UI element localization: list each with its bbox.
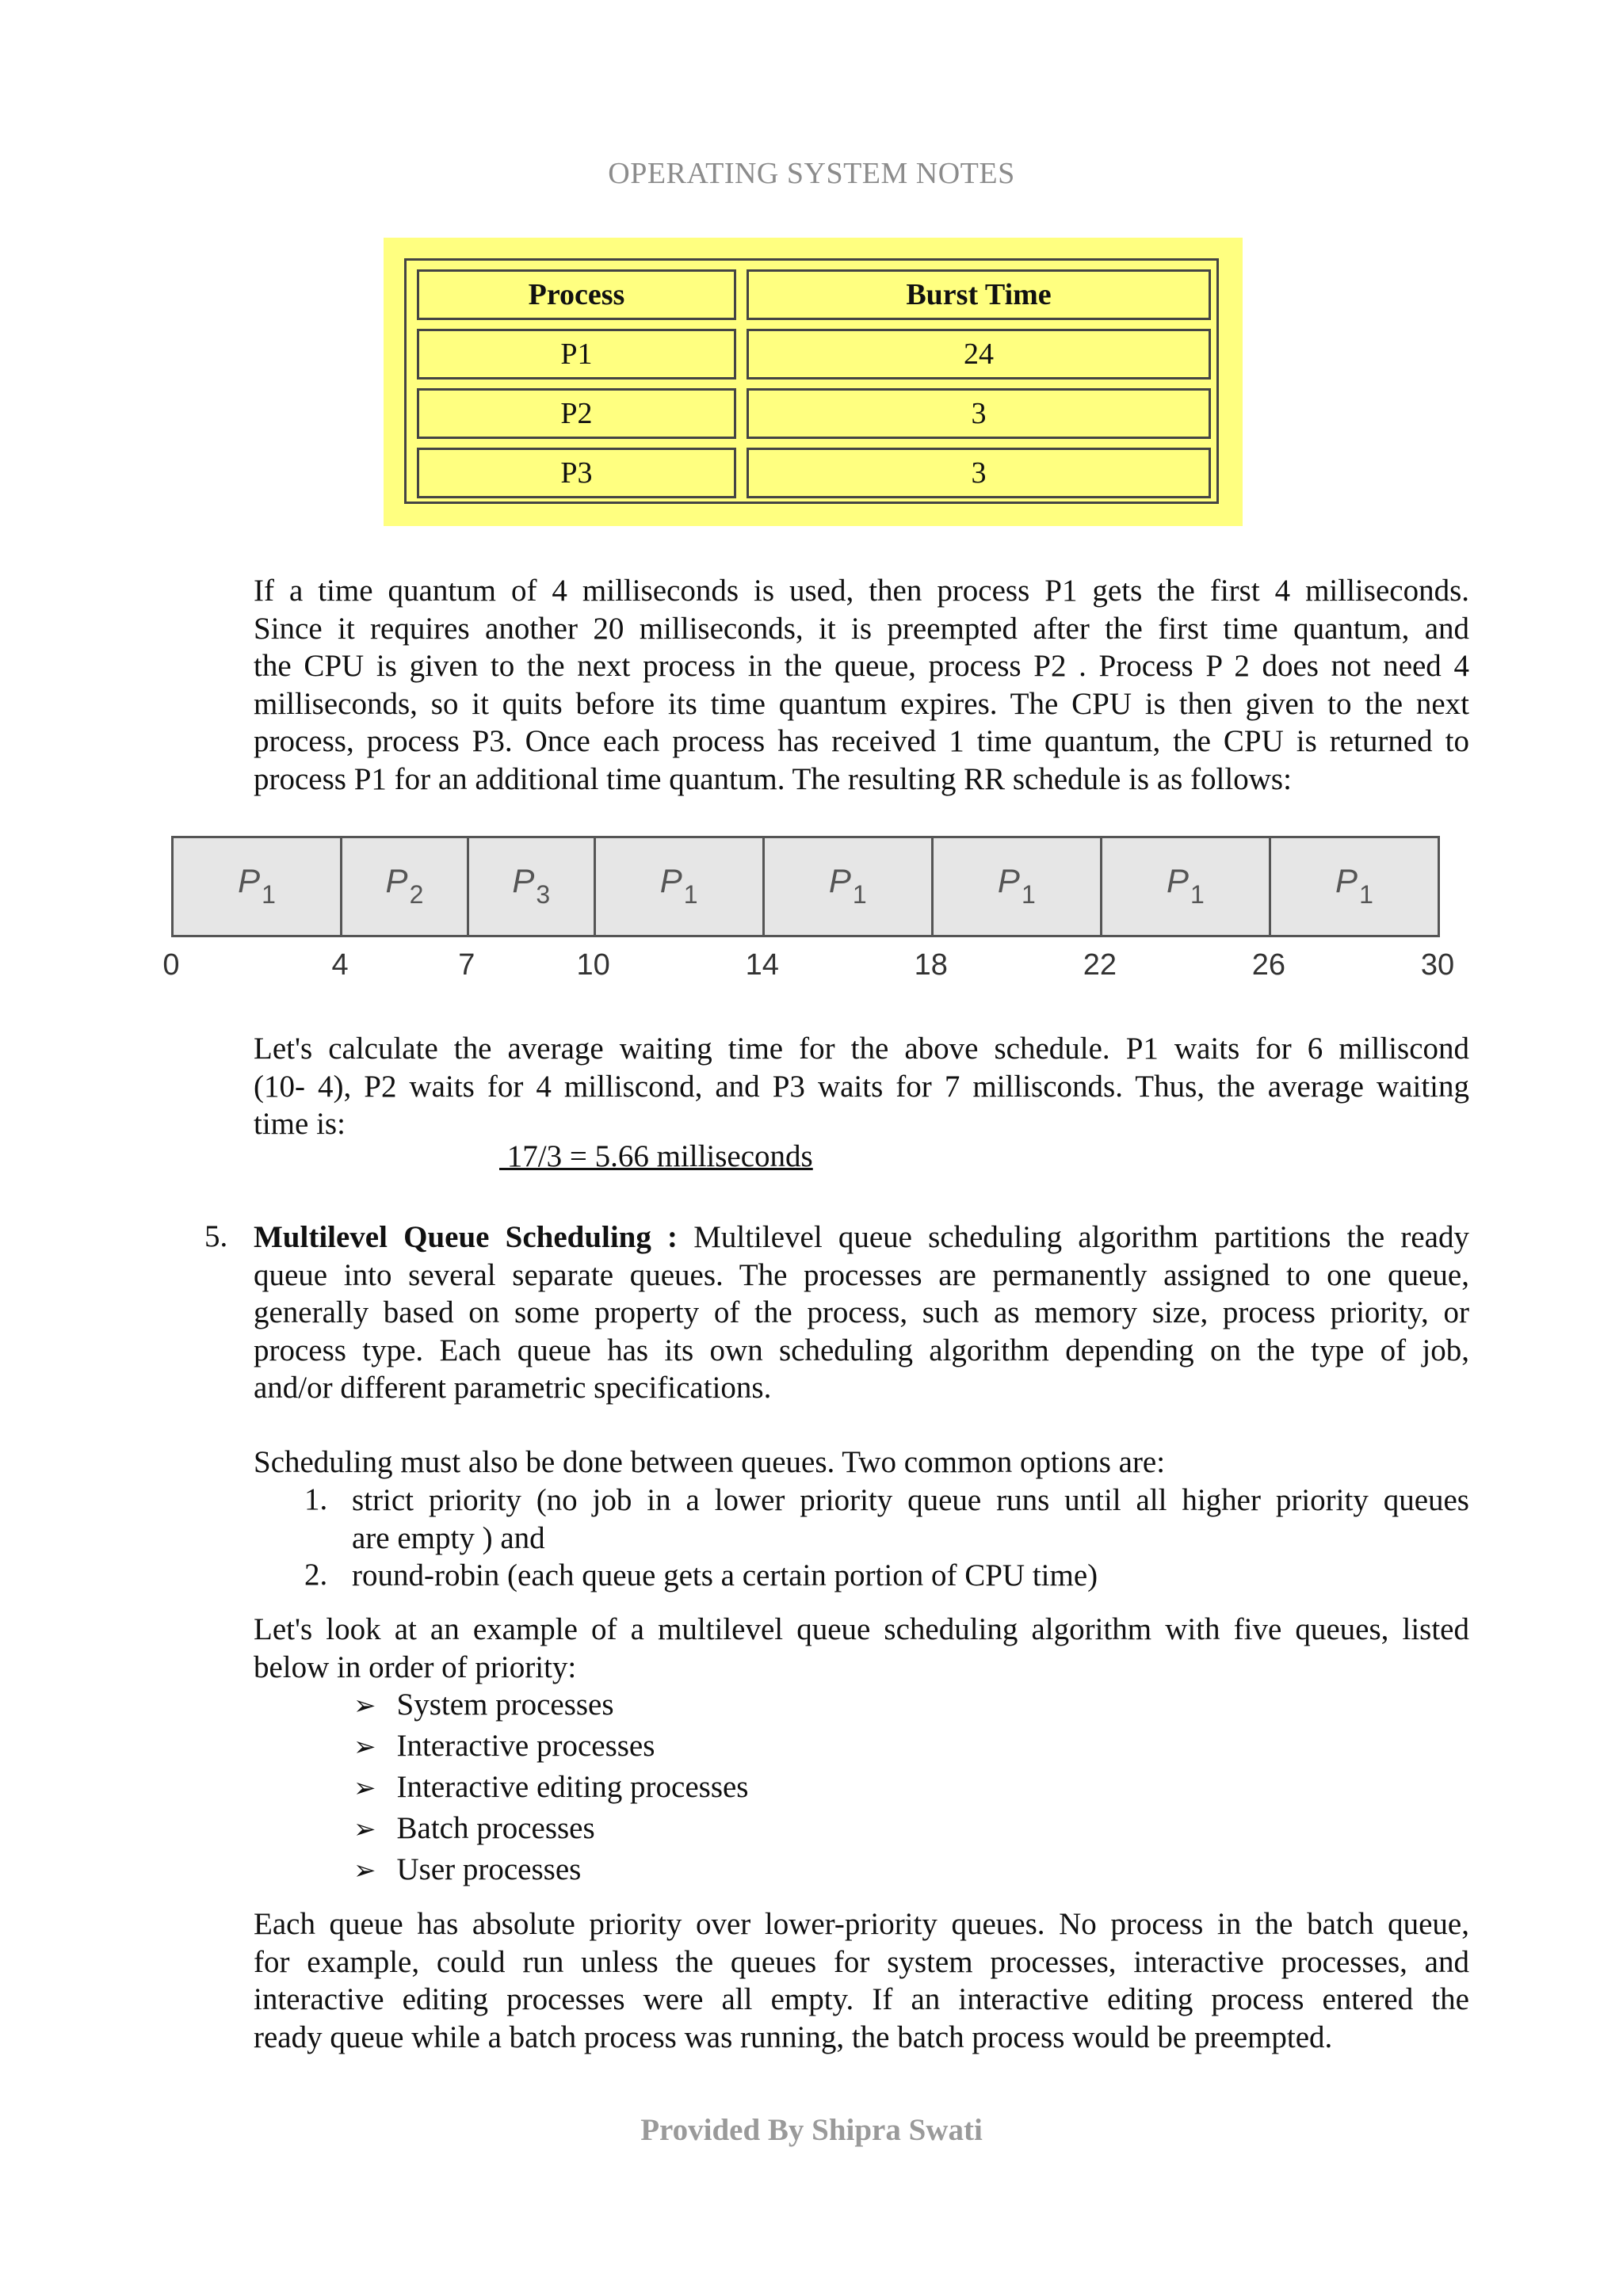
- list-item-text: System processes: [396, 1688, 614, 1722]
- table-cell-burst: 3: [747, 388, 1211, 439]
- option-text: [352, 1557, 1469, 1595]
- gantt-tick-label: 4: [331, 948, 349, 982]
- process-subscript: 2: [409, 880, 424, 909]
- option-number: 1.: [304, 1482, 328, 1516]
- process-letter: P: [659, 862, 682, 899]
- gantt-block: [931, 836, 1102, 937]
- text-line: [254, 1219, 1469, 1257]
- gantt-block-label: [1102, 862, 1269, 909]
- text-line: Scheduling must also be done between queues. Two common options are:: [254, 1445, 1166, 1479]
- gantt-tick-label: 7: [458, 948, 475, 982]
- arrowhead-bullet-icon: ➢: [353, 1855, 376, 1886]
- section5-paragraph: [254, 1219, 1469, 1407]
- process-subscript: 3: [536, 880, 551, 909]
- arrowhead-bullet-icon: ➢: [353, 1690, 376, 1722]
- text-line: Since it requires another 20 milliseconds, it is preempted after the first time quantum, and: [254, 611, 1469, 646]
- scheduling-intro: [254, 1444, 1469, 1482]
- process-letter: P: [238, 862, 261, 899]
- process-letter: P: [828, 862, 851, 899]
- arrowhead-bullet-icon: ➢: [353, 1772, 376, 1804]
- process-letter: P: [1335, 862, 1358, 899]
- text-line: interactive editing processes were all empty. If an interactive editing process entered the: [254, 1982, 1469, 2016]
- gantt-block-label: [934, 862, 1100, 909]
- option-text: [352, 1482, 1469, 1557]
- page-header: OPERATING SYSTEM NOTES: [608, 157, 1015, 190]
- gantt-tick-label: 30: [1420, 948, 1455, 982]
- gantt-block: [1100, 836, 1271, 937]
- table-cell-burst: 24: [747, 329, 1211, 379]
- text-line: Each queue has absolute priority over lower-priority queues. No process in the batch queue,: [254, 1907, 1469, 1941]
- gantt-block-label: [469, 862, 594, 909]
- gantt-tick-label: 26: [1251, 948, 1286, 982]
- gantt-block: [1269, 836, 1440, 937]
- text-line: Let's look at an example of a multilevel queue scheduling algorithm with five queues, listed: [254, 1612, 1469, 1646]
- gantt-block: [762, 836, 934, 937]
- table-cell-burst: 3: [747, 448, 1211, 498]
- text-line: process type. Each queue has its own scheduling algorithm depending on the type of job,: [254, 1333, 1469, 1367]
- section-title: Multilevel Queue Scheduling :: [254, 1220, 678, 1254]
- text-line: for example, could run unless the queues for system processes, interactive processes, and: [254, 1944, 1469, 1979]
- text-fragment: Multilevel queue scheduling algorithm partitions the ready: [678, 1220, 1469, 1254]
- gantt-block-label: [174, 862, 340, 909]
- gantt-block: [594, 836, 765, 937]
- gantt-tick-label: 10: [576, 948, 610, 982]
- gantt-tick-label: 0: [162, 948, 180, 982]
- text-line: round-robin (each queue gets a certain portion of CPU time): [352, 1558, 1098, 1592]
- text-line: If a time quantum of 4 milliseconds is used, then process P1 gets the first 4 milliseconds.: [254, 574, 1469, 608]
- arrowhead-bullet-icon: ➢: [353, 1814, 376, 1845]
- text-line: the CPU is given to the next process in the queue, process P2 . Process P 2 does not need 4: [254, 649, 1469, 683]
- process-subscript: 1: [1190, 880, 1205, 909]
- table-header-burst-time: Burst Time: [747, 269, 1211, 320]
- text-line: strict priority (no job in a lower priority queue runs until all higher priority queues: [352, 1483, 1469, 1517]
- process-subscript: 1: [262, 880, 276, 909]
- rr-paragraph: [254, 572, 1469, 798]
- gantt-block-label: [765, 862, 931, 909]
- gantt-block: [340, 836, 469, 937]
- text-line: queue into several separate queues. The processes are permanently assigned to one queue,: [254, 1257, 1469, 1292]
- gantt-tick-label: 22: [1083, 948, 1117, 982]
- list-item: [353, 1687, 614, 1722]
- gantt-tick-label: 18: [914, 948, 948, 982]
- text-line: and/or different parametric specifications.: [254, 1371, 772, 1405]
- list-item: [353, 1810, 595, 1846]
- waiting-time-paragraph: [254, 1030, 1469, 1143]
- text-line: (10- 4), P2 waits for 4 milliscond, and P3 waits for 7 millisconds. Thus, the average waiting: [254, 1069, 1469, 1104]
- process-subscript: 1: [683, 880, 698, 909]
- text-line: below in order of priority:: [254, 1650, 577, 1684]
- gantt-block-label: [1271, 862, 1438, 909]
- page-footer: Provided By Shipra Swati: [640, 2113, 983, 2147]
- list-item: [353, 1769, 749, 1805]
- list-item-text: User processes: [396, 1852, 582, 1886]
- arrowhead-bullet-icon: ➢: [353, 1731, 376, 1763]
- process-letter: P: [512, 862, 535, 899]
- process-letter: P: [1166, 862, 1189, 899]
- average-waiting-time: 17/3 = 5.66 milliseconds: [499, 1139, 813, 1173]
- table-cell-process: P2: [417, 388, 736, 439]
- section-number: 5.: [204, 1219, 228, 1253]
- process-letter: P: [385, 862, 408, 899]
- gantt-block-label: [596, 862, 762, 909]
- text-line: time is:: [254, 1107, 346, 1141]
- list-item-text: Batch processes: [396, 1811, 595, 1845]
- process-subscript: 1: [852, 880, 867, 909]
- process-subscript: 1: [1021, 880, 1036, 909]
- process-letter: P: [997, 862, 1020, 899]
- gantt-block: [171, 836, 342, 937]
- text-line: ready queue while a batch process was running, the batch process would be preempted.: [254, 2019, 1333, 2054]
- table-header-process: Process: [417, 269, 736, 320]
- table-cell-process: P3: [417, 448, 736, 498]
- text-line: are empty ) and: [352, 1520, 545, 1555]
- text-line: process P1 for an additional time quantum. The resulting RR schedule is as follows:: [254, 761, 1292, 796]
- gantt-block-label: [342, 862, 467, 909]
- list-item: [353, 1728, 655, 1764]
- text-line: Let's calculate the average waiting time for the above schedule. P1 waits for 6 milliscond: [254, 1032, 1469, 1066]
- list-item-text: Interactive editing processes: [396, 1770, 749, 1804]
- text-line: milliseconds, so it quits before its time quantum expires. The CPU is then given to the next: [254, 686, 1469, 721]
- list-item: [353, 1852, 581, 1887]
- process-subscript: 1: [1359, 880, 1373, 909]
- process-burst-table: [384, 238, 1243, 526]
- priority-paragraph: [254, 1905, 1469, 2056]
- gantt-tick-label: 14: [745, 948, 779, 982]
- option-number: 2.: [304, 1558, 328, 1592]
- text-line: process, process P3. Once each process has received 1 time quantum, the CPU is returned to: [254, 724, 1469, 758]
- text-line: generally based on some property of the process, such as memory size, process priority, or: [254, 1295, 1469, 1329]
- example-intro: [254, 1611, 1469, 1686]
- table-cell-process: P1: [417, 329, 736, 379]
- list-item-text: Interactive processes: [396, 1729, 655, 1763]
- gantt-block: [467, 836, 596, 937]
